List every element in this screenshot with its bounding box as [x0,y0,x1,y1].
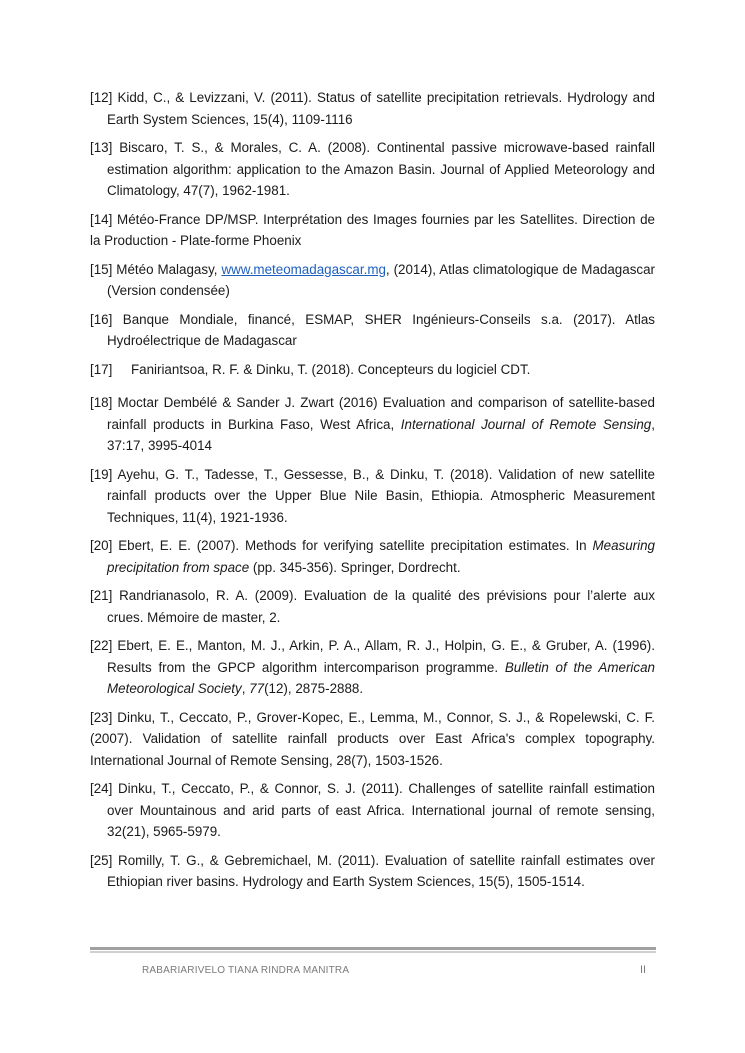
reference-text: Faniriantsoa, R. F. & Dinku, T. (2018). Concepteurs du logiciel CDT. [130,361,531,377]
reference-number: [19] [90,466,113,482]
reference-text: Ebert, E. E., Manton, M. J., Arkin, P. A., Allam, R. J., Holpin, G. E., & Gruber, A. (1996). Results from the GPCP algorithm intercomparison programme. [107,638,655,675]
reference-item [90,535,655,578]
reference-text: , (2014), Atlas climatologique de Madagascar (Version condensée) [107,261,655,298]
reference-item [90,259,655,302]
reference-number: [18] [90,395,113,410]
reference-number: [23] [90,709,113,725]
reference-number: [13] [90,140,113,155]
reference-italic-text: International Journal of Remote Sensing [400,416,652,432]
reference-text: Ebert, E. E. (2007). Methods for verifying satellite precipitation estimates. In [118,538,593,553]
reference-text: Météo Malagasy, [116,261,222,277]
reference-text: Ayehu, G. T., Tadesse, T., Gessesse, B., & Dinku, T. (2018). Validation of new satellite rainfall products over the Upper Blue Nile Basin, Ethiopia. Atmospheric Measurement Techniques, 11(4), 1921-1936. [107,466,655,525]
reference-number: [21] [90,588,113,603]
reference-text: Kidd, C., & Levizzani, V. (2011). Status of satellite precipitation retrievals. Hydrology and Earth System Sciences, 15(4), 1109-1116 [107,90,655,127]
reference-number: [15] [90,261,113,277]
reference-text: (pp. 345-356). Springer, Dordrecht. [249,559,461,575]
reference-italic-text: 77 [249,681,265,696]
reference-item [90,209,655,252]
reference-item [90,309,655,352]
reference-text: Romilly, T. G., & Gebremichael, M. (2011). Evaluation of satellite rainfall estimates over Ethiopian river basins. Hydrology and Earth System Sciences, 15(5), 1505-1514. [107,852,655,889]
reference-item [90,137,655,202]
reference-list [90,87,655,900]
reference-item [90,359,655,381]
reference-item [90,707,655,772]
footer-rule [90,947,656,953]
reference-text: Banque Mondiale, financé, ESMAP, SHER Ingénieurs-Conseils s.a. (2017). Atlas Hydroélectrique de Madagascar [107,311,655,348]
footer-author: RABARIARIVELO TIANA RINDRA MANITRA [142,965,350,976]
reference-item [90,464,655,529]
reference-text: Randrianasolo, R. A. (2009). Evaluation de la qualité des prévisions pour l’alerte aux crues. Mémoire de master, 2. [107,588,655,625]
reference-text: Dinku, T., Ceccato, P., Grover-Kopec, E., Lemma, M., Connor, S. J., & Ropelewski, C. F. (2007). Validation of satellite rainfall products over East Africa's complex topography. International Journal of Remote Sensing, 28(7), 1503-1526. [90,709,655,768]
reference-number: [14] [90,211,113,227]
footer-page-number: II [640,964,647,976]
reference-italic-text: Bulletin of the American Meteorological Society [107,659,655,696]
reference-item [90,392,655,457]
reference-number: [20] [90,538,113,553]
reference-text: , [241,681,250,696]
reference-text: Moctar Dembélé & Sander J. Zwart (2016) Evaluation and comparison of satellite-based rainfall products in Burkina Faso, West Africa, [107,395,655,432]
reference-text: Météo-France DP/MSP. Interprétation des Images fournies par les Satellites. Direction de la Production - Plate-forme Phoenix [90,211,655,248]
reference-number: [12] [90,90,113,105]
reference-number: [25] [90,852,113,868]
reference-italic-text: Measuring precipitation from space [107,538,655,575]
reference-text: , 37:17, 3995-4014 [107,416,655,453]
reference-text: Biscaro, T. S., & Morales, C. A. (2008). Continental passive microwave-based rainfall estimation algorithm: application to the Amazon Basin. Journal of Applied Meteorology and Climatology, 47(7), 1962-1981. [107,140,655,198]
reference-item [90,87,655,130]
reference-number: [16] [90,311,113,327]
reference-number: [17] [90,361,113,377]
reference-number: [22] [90,638,113,653]
reference-item [90,850,655,893]
reference-item [90,585,655,628]
reference-text: Dinku, T., Ceccato, P., & Connor, S. J. (2011). Challenges of satellite rainfall estimation over Mountainous and arid parts of east Africa. International journal of remote sensing, 32(21), 5965-5979. [107,781,655,839]
reference-item [90,635,655,700]
reference-text: (12), 2875-2888. [264,681,364,696]
reference-link[interactable]: www.meteomadagascar.mg [221,261,386,277]
reference-number: [24] [90,781,113,796]
reference-item [90,778,655,843]
